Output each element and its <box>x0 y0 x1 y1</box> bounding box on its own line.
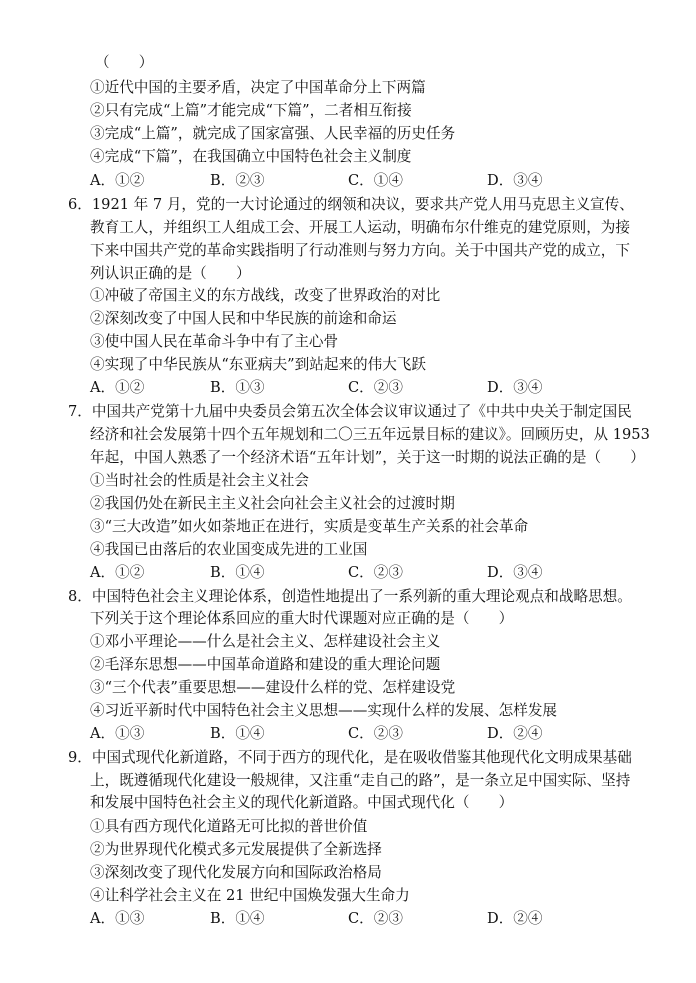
question-5-answer-c: C．①④ <box>348 172 403 189</box>
question-6-option-1: ①冲破了帝国主义的东方战线，改变了世界政治的对比 <box>90 287 441 304</box>
question-7-stem-line-2: 经济和社会发展第十四个五年规划和二〇三五年远景目标的建议》。回顾历史，从 1953 <box>90 426 650 443</box>
question-6-stem-line-2: 教育工人，并组织工人组成工会、开展工人运动，明确布尔什维克的建党原则，为接 <box>90 219 630 236</box>
question-7-answer-c: C．②③ <box>348 564 403 581</box>
question-9-option-3: ③深刻改变了现代化发展方向和国际政治格局 <box>90 864 382 881</box>
question-7-answer-b: B．①④ <box>210 564 265 581</box>
question-9-answer-c: C．②③ <box>348 910 403 927</box>
question-5-answer-d: D．③④ <box>487 172 543 189</box>
question-7-stem-line-1: 7．中国共产党第十九届中央委员会第五次全体会议审议通过了《中共中央关于制定国民 <box>68 403 632 420</box>
question-9-answer-a: A．①③ <box>90 910 145 927</box>
question-5-paren: （ ） <box>95 54 154 71</box>
question-8-option-3: ③“三个代表”重要思想——建设什么样的党、怎样建设党 <box>90 679 456 696</box>
question-6-answer-d: D．③④ <box>487 379 543 396</box>
question-7-option-2: ②我国仍处在新民主主义社会向社会主义社会的过渡时期 <box>90 495 455 512</box>
question-9-stem-line-1: 9．中国式现代化新道路，不同于西方的现代化，是在吸收借鉴其他现代化文明成果基础 <box>68 749 632 766</box>
question-6-option-4: ④实现了中华民族从“东亚病夫”到站起来的伟大飞跃 <box>90 356 426 373</box>
question-7-option-3: ③“三大改造”如火如荼地正在进行，实质是变革生产关系的社会革命 <box>90 518 529 535</box>
question-5-answer-a: A．①② <box>90 172 145 189</box>
question-9-option-2: ②为世界现代化模式多元发展提供了全新选择 <box>90 841 382 858</box>
question-8-option-1: ①邓小平理论——什么是社会主义、怎样建设社会主义 <box>90 633 441 650</box>
question-7-answer-a: A．①② <box>90 564 145 581</box>
question-8-answer-c: C．②③ <box>348 725 403 742</box>
question-6-answer-a: A．①② <box>90 379 145 396</box>
question-6-answer-c: C．②③ <box>348 379 403 396</box>
question-6-stem-line-4: 列认识正确的是（ ） <box>90 265 251 282</box>
question-7-stem-line-3: 年起，中国人熟悉了一个经济术语“五年计划”，关于这一时期的说法正确的是（ ） <box>90 449 645 466</box>
question-5-answer-b: B．②③ <box>210 172 265 189</box>
question-8-stem-line-2: 下列关于这个理论体系回应的重大时代课题对应正确的是（ ） <box>90 610 514 627</box>
question-6-answer-b: B．①③ <box>210 379 265 396</box>
question-8-option-4: ④习近平新时代中国特色社会主义思想——实现什么样的发展、怎样发展 <box>90 702 558 719</box>
question-6-option-2: ②深刻改变了中国人民和中华民族的前途和命运 <box>90 310 397 327</box>
question-6-option-3: ③使中国人民在革命斗争中有了主心骨 <box>90 333 339 350</box>
question-9-option-1: ①具有西方现代化道路无可比拟的普世价值 <box>90 818 368 835</box>
question-5-option-3: ③完成“上篇”，就完成了国家富强、人民幸福的历史任务 <box>90 125 456 142</box>
question-9-stem-line-2: 上，既遵循现代化建设一般规律，又注重“走自己的路”，是一条立足中国实际、坚持 <box>90 772 631 789</box>
question-5-option-1: ①近代中国的主要矛盾，决定了中国革命分上下两篇 <box>90 79 426 96</box>
question-8-answer-d: D．②④ <box>487 725 543 742</box>
question-7-option-1: ①当时社会的性质是社会主义社会 <box>90 472 309 489</box>
question-8-answer-a: A．①③ <box>90 725 145 742</box>
question-8-option-2: ②毛泽东思想——中国革命道路和建设的重大理论问题 <box>90 656 441 673</box>
question-9-answer-b: B．①④ <box>210 910 265 927</box>
question-6-stem-line-3: 下来中国共产党的革命实践指明了行动准则与努力方向。关于中国共产党的成立，下 <box>90 242 630 259</box>
question-5-option-2: ②只有完成“上篇”才能完成“下篇”，二者相互衔接 <box>90 102 412 119</box>
question-7-option-4: ④我国已由落后的农业国变成先进的工业国 <box>90 541 368 558</box>
question-8-stem-line-1: 8．中国特色社会主义理论体系，创造性地提出了一系列新的重大理论观点和战略思想。 <box>68 588 632 605</box>
question-9-stem-line-3: 和发展中国特色社会主义的现代化新道路。中国式现代化（ ） <box>90 794 514 811</box>
question-9-answer-d: D．②④ <box>487 910 543 927</box>
question-6-stem-line-1: 6．1921 年 7 月，党的一大讨论通过的纲领和决议，要求共产党人用马克思主义宣传、 <box>68 196 634 213</box>
question-5-option-4: ④完成“下篇”，在我国确立中国特色社会主义制度 <box>90 148 412 165</box>
question-7-answer-d: D．③④ <box>487 564 543 581</box>
question-8-answer-b: B．①④ <box>210 725 265 742</box>
question-9-option-4: ④让科学社会主义在 21 世纪中国焕发强大生命力 <box>90 887 410 904</box>
